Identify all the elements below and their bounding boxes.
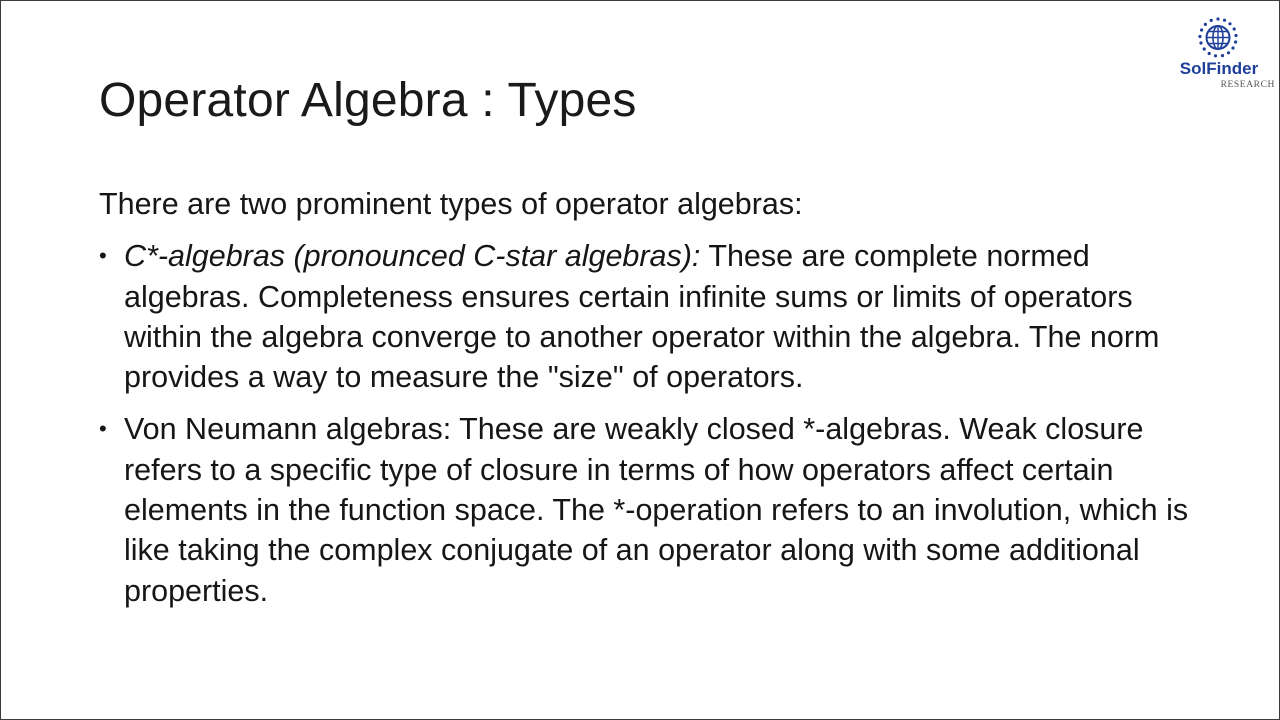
globe-icon bbox=[1197, 17, 1239, 59]
bullet-item-von-neumann bbox=[99, 409, 1189, 610]
logo-subtitle: RESEARCH bbox=[1220, 80, 1275, 90]
bullet-item-c-star bbox=[99, 236, 1189, 397]
bullet-text: Von Neumann algebras: These are weakly closed *-algebras. Weak closure refers to a specific type of closure in terms of how operators affect certain elements in the function space. The *-operation refers to an involution, which is like taking the complex conjugate of an operator along with some additional properties. bbox=[124, 412, 1189, 608]
solfinder-logo bbox=[1161, 17, 1277, 95]
bullet-lead-term: C*-algebras (pronounced C-star algebras): bbox=[124, 239, 701, 274]
intro-text: There are two prominent types of operator algebras: bbox=[99, 187, 803, 221]
bullet-marker: • bbox=[99, 243, 107, 269]
slide-body bbox=[99, 184, 1189, 623]
logo-name: SolFinder bbox=[1179, 59, 1259, 78]
slide-title: Operator Algebra : Types bbox=[99, 74, 637, 127]
bullet-marker: • bbox=[99, 416, 107, 442]
bullet-text: These are complete normed algebras. Completeness ensures certain infinite sums or limits of operators within the algebra converge to another operator within the algebra. The norm provides a way to measure the "size" of operators. bbox=[124, 239, 1160, 395]
